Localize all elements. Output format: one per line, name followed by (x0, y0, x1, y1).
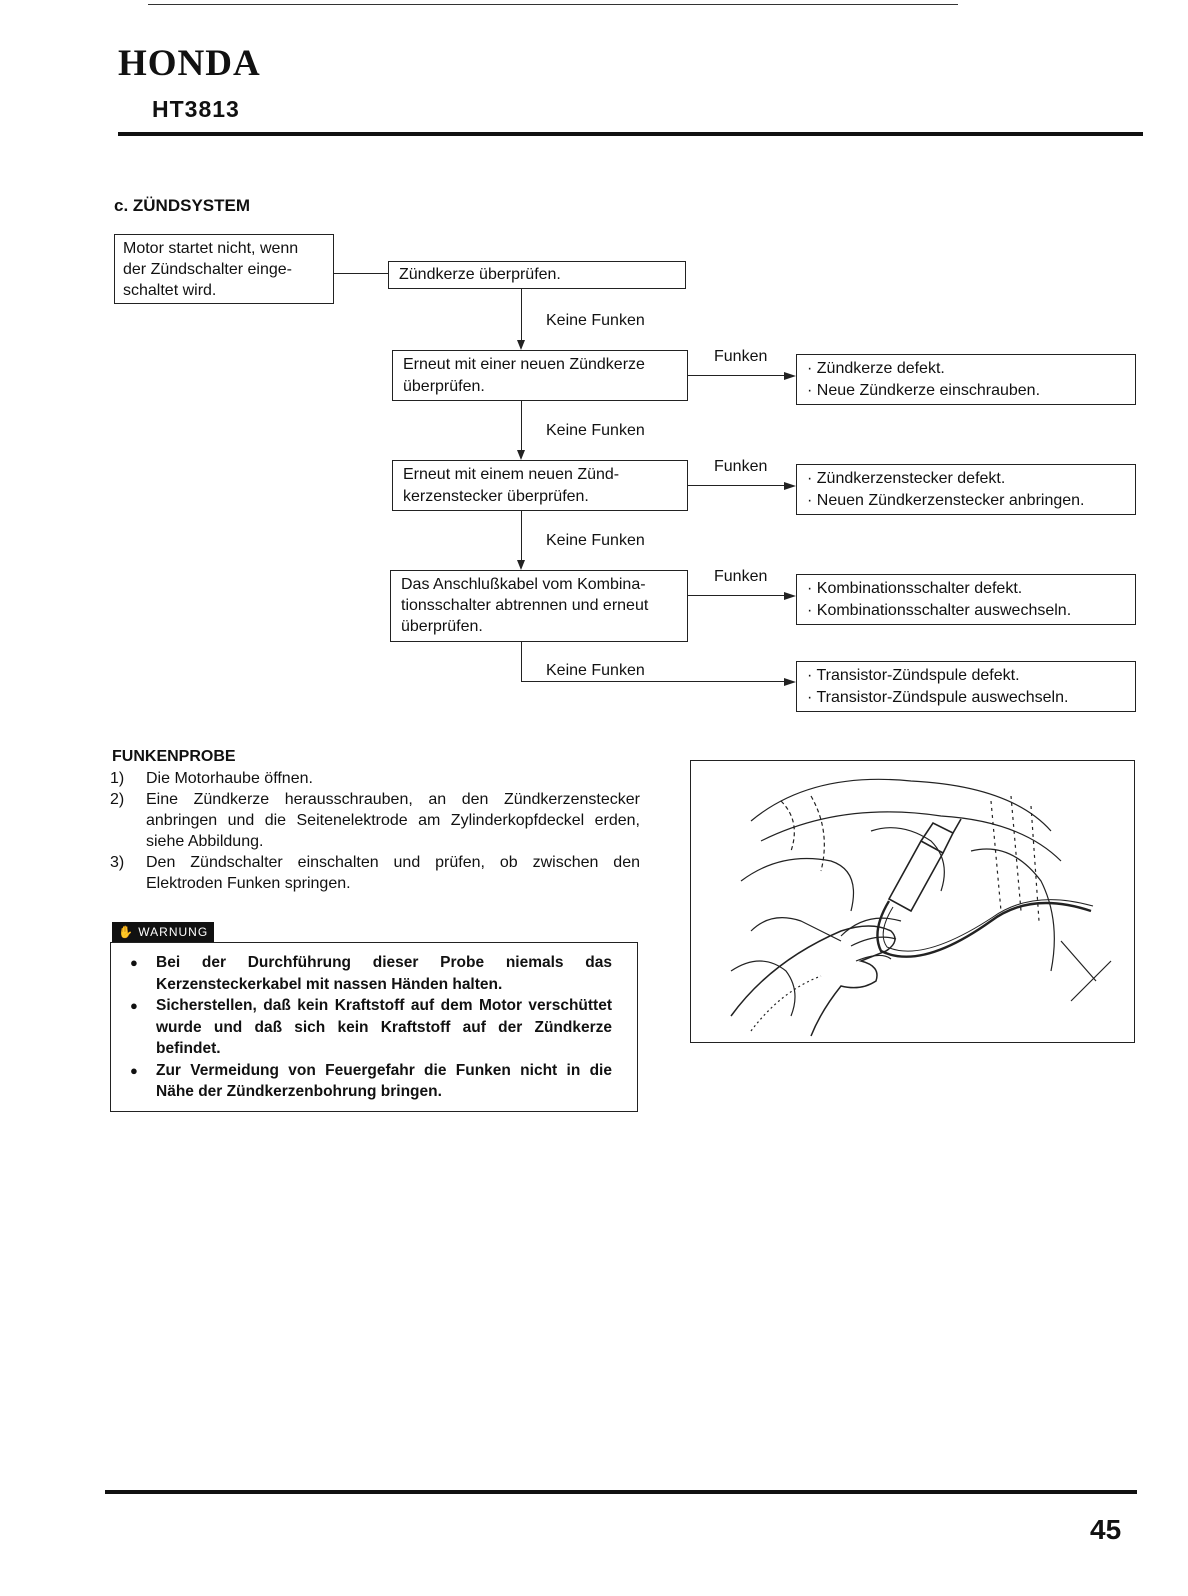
result3-line: · Kombinationsschalter auswechseln. (807, 602, 1072, 619)
connector-line (521, 681, 786, 682)
result1-line: · Neue Zündkerze einschrauben. (807, 382, 1041, 399)
connector-line (688, 375, 786, 376)
spark-label: Funken (714, 568, 768, 585)
arrow-down-icon (517, 340, 525, 350)
step-number: 3) (110, 854, 125, 871)
start-line: Motor startet nicht, wenn (123, 240, 299, 257)
footer-rule (105, 1490, 1137, 1494)
no-spark-label: Keine Funken (546, 532, 645, 549)
start-line: der Zündschalter einge- (123, 261, 292, 278)
connector-line (688, 485, 786, 486)
section-title: c. ZÜNDSYSTEM (114, 196, 251, 215)
funkenprobe-steps (110, 768, 640, 894)
page-number: 45 (1090, 1514, 1122, 1545)
spark-label: Funken (714, 458, 768, 475)
step-item (110, 789, 640, 852)
no-spark-label: Keine Funken (546, 312, 645, 329)
connector-line (688, 595, 786, 596)
arrow-right-icon (784, 482, 796, 490)
check4-box (390, 570, 688, 642)
warning-list (130, 952, 612, 1103)
warning-item: ● Zur Vermeidung von Feuergefahr die Funken nicht in die Nähe der Zündkerzenbohrung bringen. (130, 1060, 612, 1103)
connector-line (521, 289, 522, 346)
check3-line: Erneut mit einem neuen Zünd- (403, 466, 620, 483)
step-number: 2) (110, 791, 125, 808)
start-line: schaltet wird. (123, 282, 217, 299)
check4-line: überprüfen. (401, 618, 483, 635)
result3-line: · Kombinationsschalter defekt. (807, 580, 1023, 597)
step-item (110, 852, 640, 894)
check2-box (392, 350, 688, 401)
check3-line: kerzenstecker überprüfen. (403, 488, 589, 505)
hand-icon: ✋ (118, 925, 134, 939)
step-text: Eine Zündkerze herausschrauben, an den Zündkerzenstecker anbringen und die Seitenelektrode am Zylinderkopfdeckel erden, siehe Abbildung. (146, 791, 640, 850)
warning-item: ● Bei der Durchführung dieser Probe niemals das Kerzensteckerkabel mit nassen Händen halten. (130, 952, 612, 995)
funkenprobe-title: FUNKENPROBE (112, 748, 236, 765)
warning-badge-label: WARNUNG (138, 925, 209, 939)
warning-badge (112, 922, 214, 942)
header-rule (118, 132, 1143, 136)
warning-item: ● Sicherstellen, daß kein Kraftstoff auf dem Motor verschüttet wurde und daß sich kein Kraftstoff auf der Zündkerze befindet. (130, 995, 612, 1060)
result1-box (796, 354, 1136, 405)
step-item (110, 768, 640, 789)
connector-line (521, 401, 522, 456)
connector-line (334, 273, 388, 274)
result1-line: · Zündkerze defekt. (807, 360, 945, 377)
step-text: Den Zündschalter einschalten und prüfen, ob zwischen den Elektroden Funken springen. (146, 854, 640, 892)
arrow-right-icon (784, 678, 796, 686)
brand-logo: HONDA (118, 43, 261, 84)
result4-box (796, 661, 1136, 712)
result3-box (796, 574, 1136, 625)
check1-box (388, 261, 686, 289)
check4-line: Das Anschlußkabel vom Kombina- (401, 576, 646, 593)
result4-line: · Transistor-Zündspule auswechseln. (807, 689, 1069, 706)
result2-box (796, 464, 1136, 515)
arrow-right-icon (784, 592, 796, 600)
spark-label: Funken (714, 348, 768, 365)
no-spark-label: Keine Funken (546, 662, 645, 679)
no-spark-label: Keine Funken (546, 422, 645, 439)
connector-line (521, 511, 522, 566)
start-box (114, 234, 334, 304)
step-number: 1) (110, 770, 125, 787)
result2-line: · Neuen Zündkerzenstecker anbringen. (807, 492, 1085, 509)
result4-line: · Transistor-Zündspule defekt. (807, 667, 1020, 684)
arrow-down-icon (517, 450, 525, 460)
arrow-right-icon (784, 372, 796, 380)
check2-line: überprüfen. (403, 378, 485, 395)
engine-sketch-icon (691, 761, 1133, 1041)
top-rule (148, 4, 958, 5)
check3-box (392, 460, 688, 511)
result2-line: · Zündkerzenstecker defekt. (807, 470, 1006, 487)
check4-line: tionsschalter abtrennen und erneut (401, 597, 649, 614)
connector-line (521, 642, 522, 681)
check1-text: Zündkerze überprüfen. (399, 266, 561, 283)
step-text: Die Motorhaube öffnen. (146, 770, 313, 787)
arrow-down-icon (517, 560, 525, 570)
check2-line: Erneut mit einer neuen Zündkerze (403, 356, 645, 373)
model-number: HT3813 (152, 96, 240, 122)
spark-test-illustration (690, 760, 1135, 1043)
